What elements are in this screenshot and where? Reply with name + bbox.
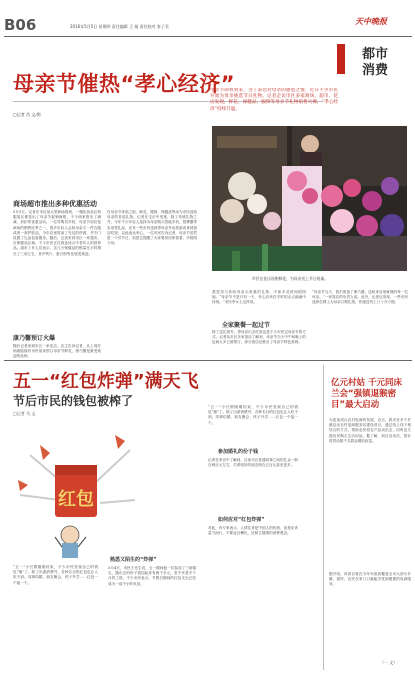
article2-column-c: 对此，有专家表示，人情往来是中国人的传统，但是应该量力而行，不要盲目攀比，应树立健康的消费观念。 xyxy=(208,526,298,536)
red-envelope-cartoon xyxy=(10,425,140,560)
main-headline: 母亲节催热“孝心经济” xyxy=(13,72,236,96)
subheading-wedding-gifts: 参加婚礼的份子钱 xyxy=(218,449,259,455)
section-name xyxy=(362,47,388,79)
article1-column-2: 在母亲节来临之际，鲜花、服饰、保健品等成为市民送给母亲的首选礼物。记者在走访中发现，除了传统礼物之外，今年不少年轻人选择为母亲购买智能手机、按摩器等实用型礼品，还有一些市民选择带母亲外出旅游或者到饭店吃饭，以此表达孝心。一位市民告诉记者，母亲节虽然是一个洋节日，但是它提醒了大家要常回家看看，多陪陪父母。 xyxy=(107,210,197,246)
article-lead: 母亲节即将到来，为了表达对母亲的感恩之情，近日不少市民开始为母亲挑选节日礼物。记者走访市区多家商场、超市、花店发现，鲜花、保健品、服饰等母亲节礼物销售火爆，“孝心经济”持续升温。 xyxy=(210,88,338,112)
column-divider xyxy=(323,365,324,670)
article1-column-1: 5月3日，记者在市区某大型商场看到，一楼化妆品区和服装区都挂出了母亲节促销海报，不少商家推出了满减、折扣等优惠活动。一位导购员介绍，母亲节前后是商场的销售旺季之一，很多年轻人会给母亲买一件衣服或者一套护肤品，今年店里准备了充足的货源，并专门设置了礼品包装服务。随后，记者来到市区一家超市，在保健品区域，不少市民正在挑选适合中老年人的营养品。超市工作人员表示，这几天保健品的销量比平时增长了三成左右，其中钙片、蛋白粉等比较受欢迎。 xyxy=(13,210,101,256)
section-name-line2: 消费 xyxy=(362,63,389,78)
photo-caption: 市民在花店选购鲜花，为母亲送上节日祝福。 xyxy=(252,276,328,281)
article3-signature: （一 文） xyxy=(380,660,398,665)
subheading-dinner: 全家聚餐一起过节 xyxy=(222,322,271,329)
section-divider xyxy=(4,360,412,361)
article3-title: 亿元村姑 千元同床 兰会“强镇退猴密目”最大启动 xyxy=(331,378,402,410)
article1-column-4: “母亲节当天，我们准备了康乃馨，送给来店里就餐的每一位母亲。”一家饭店的负责人说。此外，记者还发现，一些市民选择在网上为母亲订购礼物，快递送货上门十分方便。 xyxy=(312,290,408,305)
article2-column-a2: “五一”小长假刚刚结束，不少市民发现自己的钱包“瘪”了。除了出游消费外，各种名目的红包也让人吃不消。同事结婚、朋友聚会、孩子升学……红包一个接一个。 xyxy=(208,405,298,425)
article1-column-1b: 随后记者来到市区一家花店，店主告诉记者，从上周开始就陆续有市民前来预订母亲节鲜花，康乃馨是最受欢迎的品种。 xyxy=(13,344,101,358)
header-rule xyxy=(4,36,412,37)
article2-column-a: 5月4日，市民王先生说，五一期间他一共参加了三场婚礼，随出去的份子钱加起来有两千多元，差不多是半个月的工资。不少市民表示，节假日期间的红包支出已经成为一项不小的负担。 xyxy=(108,566,196,586)
byline: □记者 肖 文/图 xyxy=(13,112,41,117)
subheading-how-to-cope: 如何应对“红包炸弹” xyxy=(218,517,265,523)
article1-column-3b: 除了送礼物外，带母亲出去吃饭也是不少市民过母亲节的方式。记者从市区多家饭店了解到，母亲节当天中午和晚上的包间大多已被预订，部分饭店还推出了母亲节特色套餐。 xyxy=(212,330,306,345)
section-marker xyxy=(337,44,345,74)
subheading-carnations: 康乃馨预订火爆 xyxy=(13,335,56,342)
article3-body-2: 据介绍，该项目将在今年年底前覆盖全市大部分乡镇，届时，农民在家门口就能享受到便捷的电商服务。 xyxy=(329,572,411,587)
article3-body: 为更加适合农村电商的发展，近日，我市在多个乡镇启动农村电商服务站建设项目，通过线上线下相结合的方式，帮助农民将农产品卖出去，同时也方便农民购买生活用品。据了解，项目启动后，预计将带动数千名群众增收致富。 xyxy=(329,418,411,443)
article2-subtitle: 节后市民的钱包被榨了 xyxy=(13,394,134,408)
issue-meta: 2016年5月5日 星期四 责任编辑 王 娟 责任校对 张子君 xyxy=(70,24,169,29)
section-name-line1: 都市 xyxy=(362,47,389,62)
article2-title: 五一“红包炸弹”满天飞 xyxy=(13,371,199,392)
article2-column-b: 记者在采访中了解到，目前市区普通同事之间的礼金一般在两百元左右，关系较好的朋友则在五百元甚至更多。 xyxy=(208,458,298,468)
article2-intro: “五一”小长假刚刚结束，不少市民发现自己的钱包“瘪”了。除了出游消费外，各种名目的红包也让人吃不消。同事结婚、朋友聚会、孩子升学……红包一个接一个。 xyxy=(13,565,98,585)
subheading-promotions: 商场超市推出多种优惠活动 xyxy=(13,200,97,208)
cartoon-caption: 红包 xyxy=(58,489,94,510)
article2-byline: □记者 马 文 xyxy=(13,411,36,416)
newspaper-logo: 天中晚报 xyxy=(355,16,387,26)
subheading-familiar-bomb: 熟悉又陌生的“炸弹” xyxy=(110,557,157,563)
article1-column-3: 我觉得与其给母亲买贵重的礼物，不如多花时间陪陪她。“母亲节不是只有一天，孝心应该在平时的点点滴滴中体现。”市民李女士这样说。 xyxy=(212,290,306,305)
news-photo xyxy=(212,126,407,271)
page-number: B06 xyxy=(4,16,37,34)
